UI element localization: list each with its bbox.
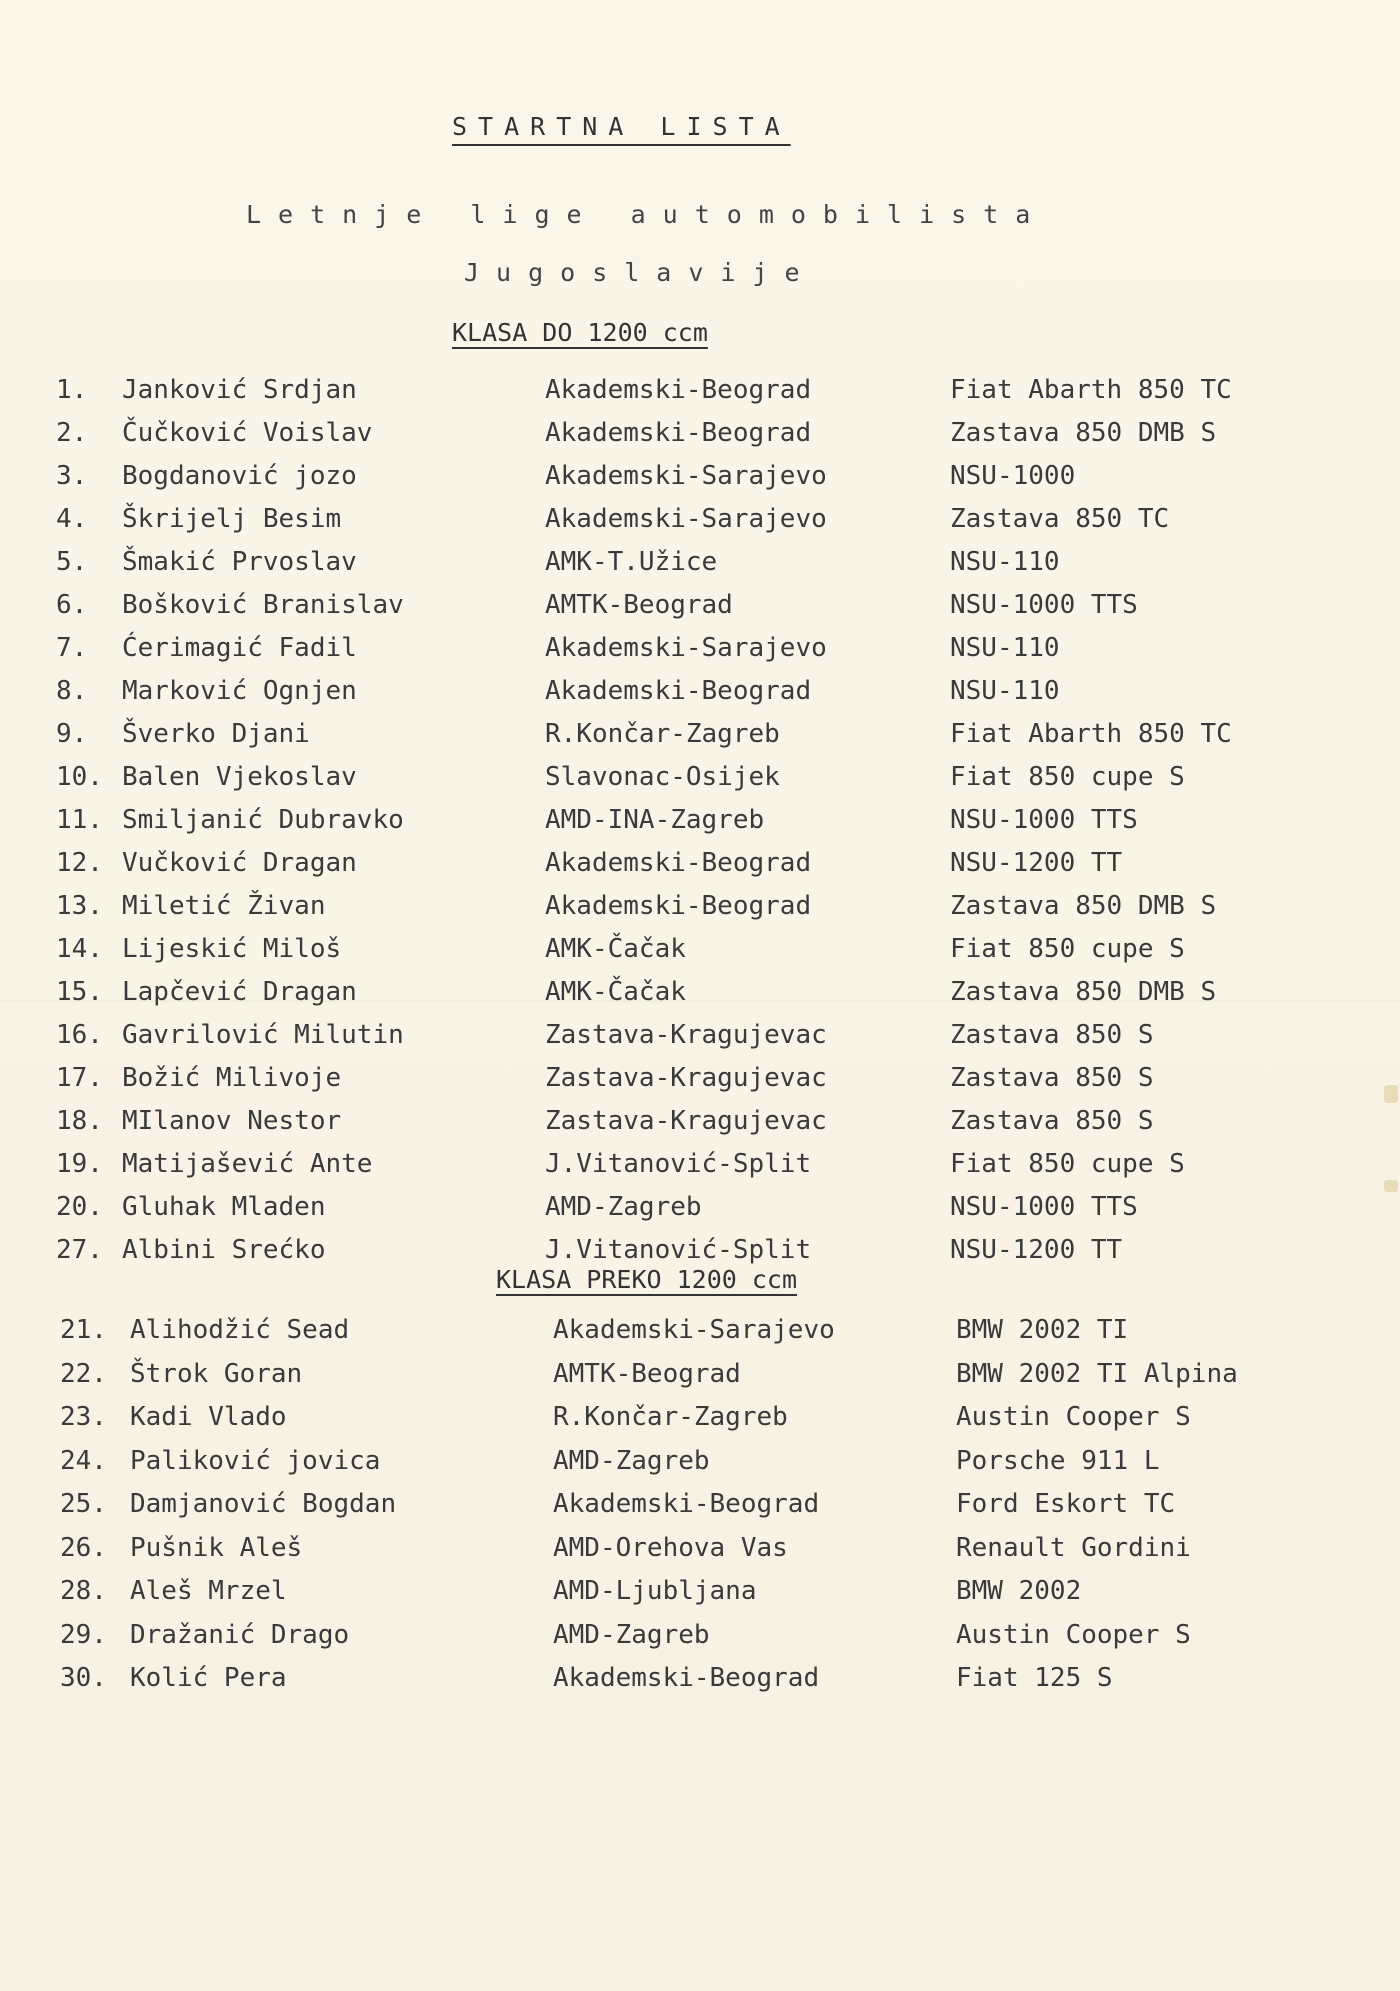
entry-club: Akademski-Sarajevo xyxy=(553,1315,835,1345)
entry-club: AMD-Zagreb xyxy=(553,1445,710,1476)
entry-row xyxy=(0,547,1400,587)
entry-car: Austin Cooper S xyxy=(956,1619,1191,1650)
entry-club: AMTK-Beograd xyxy=(545,590,733,620)
entry-name: Paliković jovica xyxy=(130,1445,381,1476)
entry-row xyxy=(0,1106,1400,1146)
entry-name: Lijeskić Miloš xyxy=(122,934,342,964)
entry-no: 19. xyxy=(56,1149,103,1179)
entry-club: Akademski-Beograd xyxy=(553,1489,820,1519)
entry-row xyxy=(0,1576,1400,1616)
entry-row xyxy=(0,891,1400,931)
entry-car: Austin Cooper S xyxy=(956,1402,1191,1432)
entry-car: Fiat 125 S xyxy=(956,1663,1113,1693)
entry-no: 6. xyxy=(56,590,88,620)
entry-car: NSU-1000 xyxy=(950,461,1076,491)
entry-name: Štrok Goran xyxy=(130,1358,303,1389)
entry-no: 7. xyxy=(56,633,88,663)
entry-row xyxy=(0,418,1400,458)
entry-row xyxy=(0,1446,1400,1486)
entry-name: Miletić Živan xyxy=(122,891,326,921)
entry-car: Zastava 850 DMB S xyxy=(950,977,1217,1007)
entry-club: AMTK-Beograd xyxy=(553,1358,741,1389)
entry-name: Šverko Djani xyxy=(122,719,310,749)
entry-car: NSU-1200 TT xyxy=(950,848,1123,878)
entry-car: Fiat Abarth 850 TC xyxy=(950,375,1232,405)
section-title-class-over-1200: KLASA PREKO 1200 ccm xyxy=(496,1265,798,1294)
entry-club: Akademski-Sarajevo xyxy=(545,461,827,491)
entry-no: 23. xyxy=(60,1402,107,1432)
entry-row xyxy=(0,805,1400,845)
entry-no: 15. xyxy=(56,977,103,1007)
entry-row xyxy=(0,762,1400,802)
entry-club: Akademski-Beograd xyxy=(553,1663,820,1693)
entry-name: Gavrilović Milutin xyxy=(122,1020,404,1050)
entry-name: Pušnik Aleš xyxy=(130,1532,303,1563)
entry-car: Renault Gordini xyxy=(956,1532,1191,1563)
entry-no: 14. xyxy=(56,934,103,964)
document-title: STARTNA LISTA xyxy=(452,112,791,141)
entry-row xyxy=(0,504,1400,544)
entry-name: Božić Milivoje xyxy=(122,1063,342,1093)
entry-name: Albini Srećko xyxy=(122,1235,326,1265)
entry-car: NSU-1200 TT xyxy=(950,1235,1123,1265)
entry-club: Akademski-Beograd xyxy=(545,848,812,878)
entry-name: Damjanović Bogdan xyxy=(130,1489,397,1519)
entry-car: NSU-1000 TTS xyxy=(950,1192,1138,1222)
entry-name: Čučković Voislav xyxy=(122,418,373,448)
entry-row xyxy=(0,1533,1400,1573)
entry-name: Marković Ognjen xyxy=(122,676,357,706)
entry-row xyxy=(0,1489,1400,1529)
entry-name: Gluhak Mladen xyxy=(122,1192,326,1222)
entry-row xyxy=(0,1315,1400,1355)
section-title-class-up-to-1200: KLASA DO 1200 ccm xyxy=(452,318,708,347)
entry-name: Vučković Dragan xyxy=(122,848,357,878)
entry-club: Akademski-Beograd xyxy=(545,375,812,405)
entry-name: Smiljanić Dubravko xyxy=(122,805,404,835)
entry-name: Alihodžić Sead xyxy=(130,1315,350,1345)
entry-no: 28. xyxy=(60,1576,107,1606)
entry-name: MIlanov Nestor xyxy=(122,1106,342,1136)
entry-car: NSU-110 xyxy=(950,547,1060,577)
entry-name: Balen Vjekoslav xyxy=(122,762,357,792)
entry-club: AMD-Ljubljana xyxy=(553,1576,757,1606)
entry-row xyxy=(0,719,1400,759)
entry-row xyxy=(0,1620,1400,1660)
entry-club: AMD-INA-Zagreb xyxy=(545,805,765,835)
entry-no: 17. xyxy=(56,1063,103,1093)
entry-no: 8. xyxy=(56,676,88,706)
entry-name: Dražanić Drago xyxy=(130,1619,350,1650)
entry-club: Akademski-Beograd xyxy=(545,676,812,706)
entry-car: Zastava 850 TC xyxy=(950,504,1170,534)
entry-no: 12. xyxy=(56,848,103,878)
entry-club: J.Vitanović-Split xyxy=(545,1149,812,1179)
entry-row xyxy=(0,461,1400,501)
entry-row xyxy=(0,848,1400,888)
entry-car: Zastava 850 DMB S xyxy=(950,891,1217,921)
entry-name: Lapčević Dragan xyxy=(122,977,357,1007)
entry-club: Akademski-Beograd xyxy=(545,891,812,921)
entry-name: Aleš Mrzel xyxy=(130,1576,287,1606)
entry-no: 16. xyxy=(56,1020,103,1050)
entry-row xyxy=(0,1020,1400,1060)
entry-name: Matijašević Ante xyxy=(122,1149,373,1179)
document-subtitle-line2: Jugoslavije xyxy=(464,258,817,287)
entry-car: Fiat 850 cupe S xyxy=(950,1149,1185,1179)
entry-name: Janković Srdjan xyxy=(122,375,357,405)
entry-name: Ćerimagić Fadil xyxy=(122,633,357,663)
entry-no: 25. xyxy=(60,1489,107,1519)
entry-club: Akademski-Sarajevo xyxy=(545,633,827,663)
entry-car: Fiat Abarth 850 TC xyxy=(950,719,1232,749)
entry-row xyxy=(0,633,1400,673)
entry-no: 5. xyxy=(56,547,88,577)
entry-club: R.Končar-Zagreb xyxy=(545,719,780,749)
entry-club: AMD-Orehova Vas xyxy=(553,1532,788,1563)
entry-club: R.Končar-Zagreb xyxy=(553,1402,788,1432)
entry-name: Kadi Vlado xyxy=(130,1402,287,1432)
entry-club: Zastava-Kragujevac xyxy=(545,1106,827,1136)
entry-club: AMK-Čačak xyxy=(545,934,686,964)
entry-no: 1. xyxy=(56,375,88,405)
entry-car: Porsche 911 L xyxy=(956,1445,1160,1476)
entry-no: 4. xyxy=(56,504,88,534)
entry-car: NSU-1000 TTS xyxy=(950,805,1138,835)
entry-car: Fiat 850 cupe S xyxy=(950,762,1185,792)
entry-club: AMK-T.Užice xyxy=(545,547,718,577)
entry-car: Fiat 850 cupe S xyxy=(950,934,1185,964)
entry-no: 10. xyxy=(56,762,103,792)
entry-car: BMW 2002 TI Alpina xyxy=(956,1358,1238,1389)
entry-car: Zastava 850 S xyxy=(950,1063,1154,1093)
entry-no: 2. xyxy=(56,418,88,448)
entry-row xyxy=(0,1063,1400,1103)
entry-car: NSU-1000 TTS xyxy=(950,590,1138,620)
entry-row xyxy=(0,1359,1400,1399)
entry-name: Škrijelj Besim xyxy=(122,504,342,534)
entry-car: Zastava 850 S xyxy=(950,1106,1154,1136)
entry-row xyxy=(0,375,1400,415)
entry-row xyxy=(0,934,1400,974)
entry-row xyxy=(0,1149,1400,1189)
entry-row xyxy=(0,1402,1400,1442)
entry-no: 13. xyxy=(56,891,103,921)
entry-no: 11. xyxy=(56,805,103,835)
entry-row xyxy=(0,1192,1400,1232)
entry-club: AMD-Zagreb xyxy=(545,1192,702,1222)
entry-no: 9. xyxy=(56,719,88,749)
entry-club: Akademski-Beograd xyxy=(545,418,812,448)
entry-no: 29. xyxy=(60,1619,107,1650)
entry-no: 30. xyxy=(60,1663,107,1693)
entry-no: 24. xyxy=(60,1445,107,1476)
entry-club: Slavonac-Osijek xyxy=(545,762,780,792)
entry-no: 20. xyxy=(56,1192,103,1222)
entry-club: Zastava-Kragujevac xyxy=(545,1063,827,1093)
entry-club: AMK-Čačak xyxy=(545,977,686,1007)
entry-car: NSU-110 xyxy=(950,633,1060,663)
entry-row xyxy=(0,977,1400,1017)
entry-car: Ford Eskort TC xyxy=(956,1489,1176,1519)
entry-car: NSU-110 xyxy=(950,676,1060,706)
entry-no: 22. xyxy=(60,1358,107,1389)
entry-row xyxy=(0,1663,1400,1703)
entry-name: Šmakić Prvoslav xyxy=(122,547,357,577)
entry-car: Zastava 850 DMB S xyxy=(950,418,1217,448)
entry-car: BMW 2002 xyxy=(956,1576,1082,1606)
entry-car: BMW 2002 TI xyxy=(956,1315,1129,1345)
entry-name: Bošković Branislav xyxy=(122,590,404,620)
entry-club: Zastava-Kragujevac xyxy=(545,1020,827,1050)
entry-no: 3. xyxy=(56,461,88,491)
entry-name: Kolić Pera xyxy=(130,1663,287,1693)
entry-row xyxy=(0,590,1400,630)
document-subtitle: Letnje lige automobilista xyxy=(246,200,1048,229)
entry-no: 21. xyxy=(60,1315,107,1345)
entry-row xyxy=(0,676,1400,716)
entry-club: J.Vitanović-Split xyxy=(545,1235,812,1265)
entry-no: 18. xyxy=(56,1106,103,1136)
entry-name: Bogdanović jozo xyxy=(122,461,357,491)
entry-club: AMD-Zagreb xyxy=(553,1619,710,1650)
entry-no: 26. xyxy=(60,1532,107,1563)
entry-car: Zastava 850 S xyxy=(950,1020,1154,1050)
entry-no: 27. xyxy=(56,1235,103,1265)
entry-club: Akademski-Sarajevo xyxy=(545,504,827,534)
